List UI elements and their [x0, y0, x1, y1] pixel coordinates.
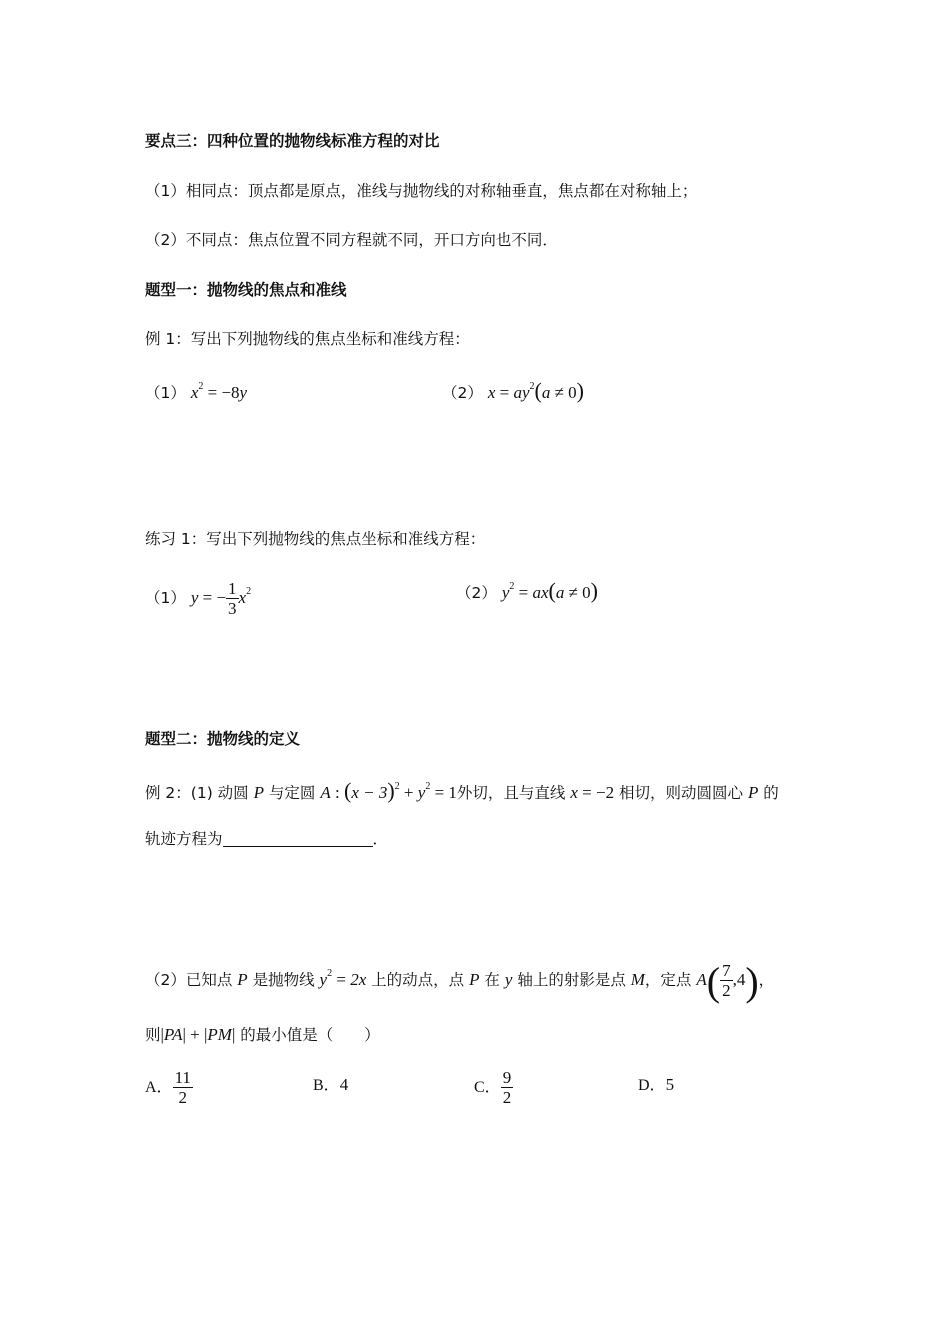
section-title: 要点三：四种位置的抛物线标准方程的对比 — [145, 132, 440, 150]
section-title: 题型二：抛物线的定义 — [145, 730, 301, 748]
paren: ( — [343, 778, 352, 803]
math-var: ax — [532, 583, 549, 602]
paren: ( — [706, 959, 721, 1004]
math-exp: 2 — [198, 381, 204, 392]
option-c[interactable]: C． $\frac{9}{2}$ — [474, 1068, 512, 1107]
math-op: = — [514, 583, 533, 602]
question-line: （2）已知点 P 是抛物线 $y^2 = 2x$ 上的动点，点 P 在 y 轴上的射影是点 M，定点 A( $\frac{7}{2}$ ,4)， — [145, 959, 775, 1004]
math-var: x — [487, 383, 496, 402]
answer-line: 轨迹方程为 ． — [145, 830, 389, 848]
math-var: ay — [513, 383, 530, 402]
math-op: − — [216, 588, 227, 607]
paren: ) — [745, 959, 759, 1004]
fraction: $\frac{11}{2}$ — [174, 1068, 191, 1107]
math-op: = — [198, 588, 217, 607]
item-label: （2） — [456, 584, 497, 602]
math-var: a — [555, 583, 565, 602]
equation-item — [145, 376, 247, 404]
math-num: 0 — [582, 583, 591, 602]
math-op: = — [203, 383, 222, 402]
item-label: （2） — [442, 384, 483, 402]
math-var: y — [239, 383, 248, 402]
paren: ( — [548, 578, 556, 603]
item-label: （1） — [145, 589, 186, 607]
math-num: −8 — [221, 383, 240, 402]
math-var: A — [320, 783, 331, 802]
fraction: $\frac{1}{3}$ — [228, 579, 237, 618]
math-op: ≠ — [550, 383, 569, 402]
equation-item — [442, 376, 584, 404]
math-exp: 2 — [529, 381, 535, 392]
example-prompt: 例 1：写出下列抛物线的焦点坐标和准线方程： — [145, 330, 470, 348]
math-op: ≠ — [564, 583, 583, 602]
math-expr: x − 3 — [351, 783, 388, 802]
fraction: $\frac{9}{2}$ — [502, 1068, 512, 1107]
paren: ) — [387, 778, 395, 803]
paragraph: （1）相同点：顶点都是原点，准线与抛物线的对称轴垂直，焦点都在对称轴上； — [145, 182, 698, 200]
equation-item — [456, 576, 598, 604]
paren: ( — [534, 378, 542, 403]
math-var: y — [190, 588, 199, 607]
paren: ) — [576, 378, 584, 403]
math-var: P — [253, 783, 264, 802]
fraction: $\frac{7}{2}$ — [722, 961, 731, 1000]
section-title: 题型一：抛物线的焦点和准线 — [145, 281, 347, 299]
option-d[interactable]: D．5 — [638, 1075, 675, 1094]
math-var: y — [501, 583, 510, 602]
example-line: 例 2：(1) 动圆 P 与定圆 A : $(x - 3)^2 + y^2 = 1$外切，且与直线 x = −2 相切，则动圆圆心 P 的 — [145, 778, 779, 803]
paren: ) — [590, 578, 598, 603]
question-line: 则|PA| + |PM| 的最小值是（ ） — [145, 1025, 380, 1044]
math-num: 0 — [568, 383, 577, 402]
option-b[interactable]: B．4 — [313, 1075, 349, 1094]
math-var: a — [541, 383, 551, 402]
paragraph: （2）不同点：焦点位置不同方程就不同，开口方向也不同． — [145, 231, 558, 249]
math-var: x — [190, 383, 199, 402]
answer-blank[interactable] — [223, 830, 373, 847]
practice-prompt: 练习 1：写出下列抛物线的焦点坐标和准线方程： — [145, 530, 486, 548]
option-a[interactable]: A． $\frac{11}{2}$ — [145, 1068, 191, 1107]
math-var: x — [238, 588, 247, 607]
math-op: = — [495, 383, 514, 402]
item-label: （1） — [145, 384, 186, 402]
math-exp: 2 — [246, 586, 252, 597]
equation-item — [145, 570, 252, 618]
math-exp: 2 — [509, 581, 515, 592]
